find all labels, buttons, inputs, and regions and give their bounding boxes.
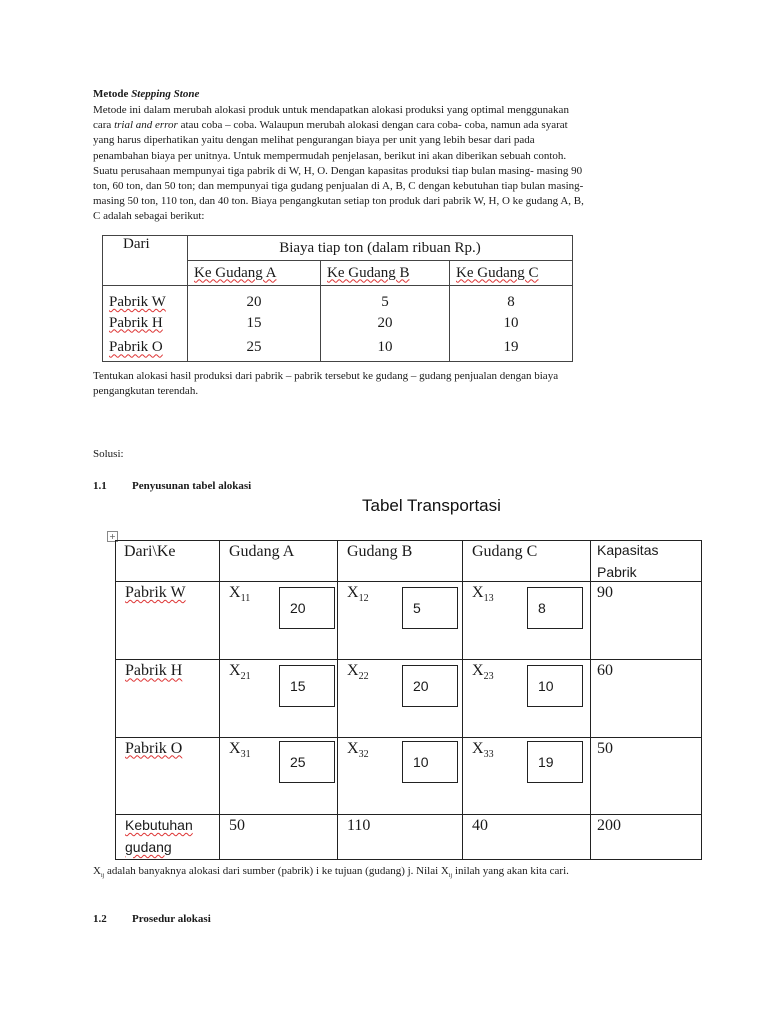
allocation-variable: $X_{32}$	[347, 739, 369, 760]
transport-cell	[463, 737, 591, 814]
cost-box: 5	[402, 587, 458, 629]
capacity-value: 90	[597, 584, 613, 602]
variable-subscript: 12	[358, 593, 369, 605]
allocation-variable: $X_{31}$	[229, 739, 251, 760]
note-text: adalah banyaknya alokasi dari sumber (pabrik) i ke tujuan (gudang) j. Nilai X	[104, 865, 449, 877]
allocation-variable: $X_{22}$	[347, 662, 369, 683]
transport-row-label	[116, 582, 220, 660]
transport-row-label-text: Pabrik O	[125, 739, 183, 757]
transport-cell	[463, 582, 591, 660]
demand-value: 110	[347, 816, 371, 834]
cost-cell: 20	[321, 311, 450, 335]
allocation-variable: $X_{21}$	[229, 662, 251, 683]
transport-row-label	[116, 660, 220, 737]
cost-cell: 15	[188, 311, 321, 335]
transport-col-label: Gudang A	[229, 543, 295, 560]
intro-line: masing 50 ton, 110 ton, dan 40 ton. Biaya pengangkutan setiap ton produk dari pabrik W, H, O ke gudang A, B,	[93, 195, 584, 208]
transport-row-label	[116, 737, 220, 814]
cost-row-label	[103, 311, 188, 335]
allocation-variable: $X_{33}$	[472, 739, 494, 760]
intro-line: yang harus diperhatikan yaitu dengan melihat pengurangan biaya per unit yang lebih besar dari pada	[93, 134, 535, 147]
transport-col-header	[220, 541, 338, 582]
cost-col-label: Ke Gudang C	[456, 264, 539, 281]
cost-box: 25	[279, 741, 335, 783]
transport-col-header	[463, 541, 591, 582]
demand-label-line: gudang	[125, 838, 172, 855]
cost-cell: 19	[450, 335, 573, 361]
variable-subscript: 32	[358, 748, 369, 760]
cost-row	[103, 335, 573, 361]
transport-row	[116, 660, 702, 737]
variable-subscript: 22	[358, 671, 369, 683]
demand-label-cell	[116, 814, 220, 859]
allocation-variable: $X_{11}$	[229, 584, 251, 605]
cost-cell: 5	[321, 286, 450, 312]
heading-italic: Stepping Stone	[131, 88, 200, 100]
section-number: 1.1	[93, 480, 107, 492]
transport-row-label-text: Pabrik W	[125, 584, 186, 602]
transport-row	[116, 737, 702, 814]
cost-row-label	[103, 335, 188, 361]
intro-italic: trial and error	[114, 119, 178, 132]
capacity-header-line: Kapasitas	[597, 542, 659, 558]
transport-capacity-header	[591, 541, 702, 582]
transport-cell	[220, 737, 338, 814]
cost-col-label: Ke Gudang A	[194, 264, 277, 281]
transport-cell	[338, 582, 463, 660]
demand-label	[125, 814, 193, 858]
capacity-value: 50	[597, 739, 613, 757]
intro-text: atau coba – coba. Walaupun merubah alokasi dengan cara coba- coba, namun ada syarat	[177, 119, 568, 132]
intro-line: penambahan biaya per unitnya. Untuk mempermudah penjelasan, berikut ini akan diberikan sebuah contoh.	[93, 149, 567, 162]
total-value: 200	[597, 816, 621, 834]
allocation-variable: $X_{12}$	[347, 584, 369, 605]
cost-row-label-text: Pabrik W	[109, 294, 166, 310]
transport-header-row	[116, 541, 702, 582]
solution-label: Solusi:	[93, 448, 124, 460]
cost-cell: 10	[321, 335, 450, 361]
transport-col-label: Gudang C	[472, 543, 538, 560]
task-line: Tentukan alokasi hasil produksi dari pabrik – pabrik tersebut ke gudang – gudang penjualan dengan biaya	[93, 370, 559, 382]
intro-line: C adalah sebagai berikut:	[93, 210, 205, 223]
transport-row	[116, 582, 702, 660]
cost-cell: 25	[188, 335, 321, 361]
heading-prefix: Metode	[93, 88, 132, 100]
capacity-header-line: Pabrik	[597, 564, 637, 580]
cost-table-header-cost: Biaya tiap ton (dalam ribuan Rp.)	[188, 236, 573, 261]
transport-cell	[463, 660, 591, 737]
cost-box: 20	[402, 665, 458, 707]
intro-paragraph	[93, 103, 675, 225]
cost-cell: 20	[188, 286, 321, 312]
variable-subscript: 33	[483, 748, 494, 760]
transport-table	[115, 540, 702, 860]
demand-cell	[463, 814, 591, 859]
section-heading	[93, 88, 199, 100]
transport-capacity-cell	[591, 660, 702, 737]
transport-table-title: Tabel Transportasi	[362, 496, 501, 515]
demand-cell	[220, 814, 338, 859]
table-note	[93, 865, 569, 879]
cost-box: 10	[402, 741, 458, 783]
cost-box: 10	[527, 665, 583, 707]
note-text: inilah yang akan kita cari.	[452, 865, 569, 877]
demand-label-line: Kebutuhan	[125, 816, 193, 833]
cost-row-label	[103, 286, 188, 312]
section-title: Prosedur alokasi	[132, 913, 211, 925]
transport-corner	[116, 541, 220, 582]
cost-box: 8	[527, 587, 583, 629]
demand-value: 50	[229, 816, 245, 834]
intro-line: Suatu perusahaan mempunyai tiga pabrik di W, H, O. Dengan kapasitas produksi tiap bulan masing- masing 90	[93, 164, 583, 177]
transport-cell	[338, 660, 463, 737]
transport-cell	[220, 582, 338, 660]
variable-subscript: 13	[483, 593, 494, 605]
cost-cell: 8	[450, 286, 573, 312]
transport-cell	[220, 660, 338, 737]
cost-table	[102, 235, 573, 362]
table-move-handle-icon[interactable]: +	[107, 531, 118, 542]
intro-line	[93, 118, 675, 133]
cost-col-label: Ke Gudang B	[327, 264, 410, 281]
transport-col-header	[338, 541, 463, 582]
section-number: 1.2	[93, 913, 107, 925]
variable-subscript: 23	[483, 671, 494, 683]
variable-subscript: 11	[240, 593, 251, 605]
capacity-header-label	[597, 539, 658, 583]
section-title: Penyusunan tabel alokasi	[132, 480, 252, 492]
note-text: X	[93, 865, 101, 877]
intro-line: Metode ini dalam merubah alokasi produk untuk mendapatkan alokasi produksi yang optimal menggunakan	[93, 104, 569, 116]
task-line: pengangkutan terendah.	[93, 385, 199, 398]
transport-row-label-text: Pabrik H	[125, 662, 183, 680]
capacity-value: 60	[597, 662, 613, 680]
task-paragraph	[93, 369, 675, 399]
note-subscript: ij	[100, 873, 105, 880]
cost-cell: 10	[450, 311, 573, 335]
cost-row-label-text: Pabrik O	[109, 339, 163, 356]
cost-row-label-text: Pabrik H	[109, 314, 163, 331]
transport-capacity-cell	[591, 582, 702, 660]
cost-row	[103, 286, 573, 312]
variable-subscript: 21	[240, 671, 251, 683]
allocation-variable: $X_{23}$	[472, 662, 494, 683]
intro-line: ton, 60 ton, dan 50 ton; dan mempunyai tiga gudang penjualan di A, B, C dengan kebutuhan tiap bulan masing-	[93, 180, 584, 193]
cost-box: 19	[527, 741, 583, 783]
demand-cell	[338, 814, 463, 859]
cost-col-header	[321, 261, 450, 286]
cost-col-header	[188, 261, 321, 286]
cost-row	[103, 311, 573, 335]
transport-corner-label: Dari\Ke	[124, 543, 176, 560]
transport-demand-row	[116, 814, 702, 859]
intro-text: cara	[93, 119, 115, 132]
allocation-variable: $X_{13}$	[472, 584, 494, 605]
transport-cell	[338, 737, 463, 814]
cost-box: 20	[279, 587, 335, 629]
variable-subscript: 31	[240, 748, 251, 760]
transport-col-label: Gudang B	[347, 543, 413, 560]
transport-capacity-cell	[591, 737, 702, 814]
demand-value: 40	[472, 816, 488, 834]
cost-box: 15	[279, 665, 335, 707]
cost-col-header	[450, 261, 573, 286]
note-subscript: ij	[448, 873, 453, 880]
total-cell	[591, 814, 702, 859]
cost-table-header-from: Dari	[103, 236, 188, 286]
